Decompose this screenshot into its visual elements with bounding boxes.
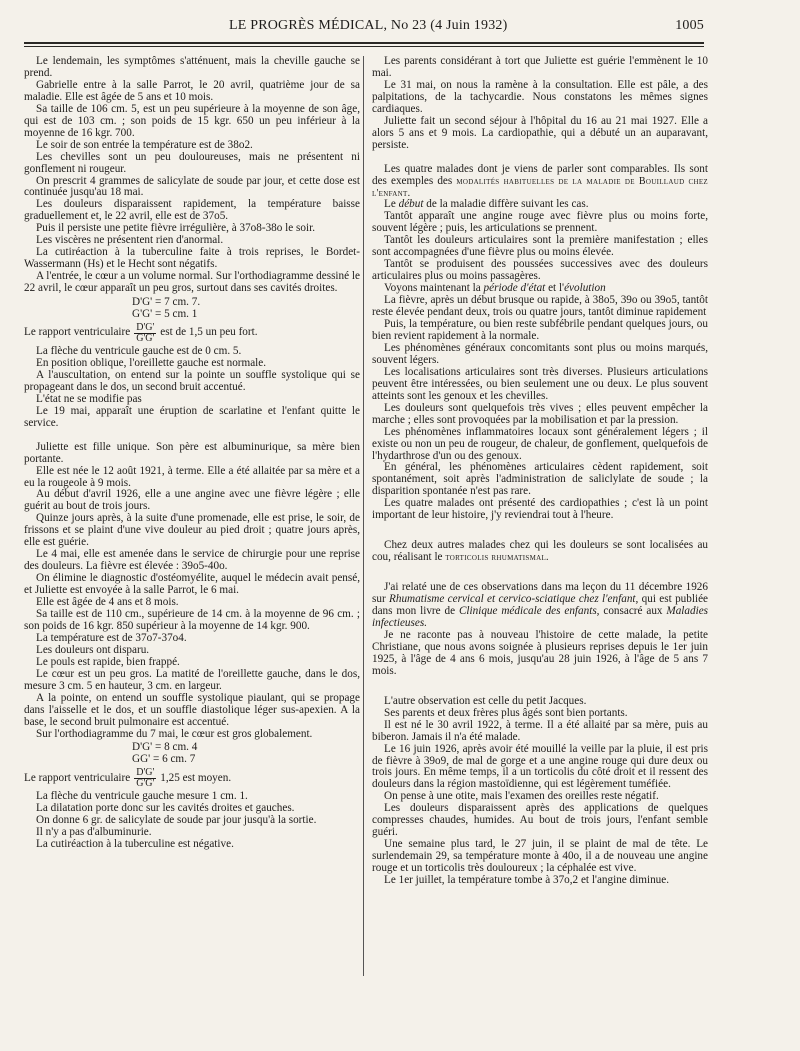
paragraph: En position oblique, l'oreillette gauche est normale. [36, 356, 267, 369]
fraction [134, 323, 156, 344]
right-column [372, 56, 708, 976]
paragraph: Tantôt les douleurs articulaires sont la première manifestation ; elles sont accompagnées d'une fièvre plus ou moins élevée. [372, 234, 708, 259]
paragraph: Il n'y a pas d'albuminurie. [36, 826, 152, 839]
small-caps-term: modalités habituelles de la maladie de Bouillaud chez l'enfant. [372, 175, 708, 199]
paragraph: Les phénomènes inflammatoires locaux sont généralement légers ; il existe ou non un peu de rougeur, de chaleur, de gonflement, quelquefois de l'hydarthrose d'un ou des genoux. [372, 425, 708, 462]
paragraph: Les viscères ne présentent rien d'anormal. [36, 234, 224, 247]
text-run: et l' [548, 282, 565, 295]
paragraph: Les localisations articulaires sont très diverses. Plusieurs articulations peuvent être intéressées, ou bien seulement une ou deux. Le plus souvent atteints sont les genoux et les chevilles. [372, 365, 708, 402]
paragraph: La cutiréaction à la tuberculine faite à trois reprises, le Bordet-Wassermann (Hs) et le Hecht sont négatifs. [24, 246, 360, 271]
paragraph [372, 582, 708, 630]
paragraph: Le 4 mai, elle est amenée dans le service de chirurgie pour une reprise des douleurs. La fièvre est élevée : 39o5-40o. [24, 548, 360, 573]
italic-term: évolution [564, 282, 606, 295]
paragraph: Le pouls est rapide, bien frappé. [36, 655, 180, 668]
spacer [372, 678, 708, 696]
italic-term: début [398, 198, 424, 211]
formula-block [24, 742, 360, 766]
paragraph: Gabrielle entre à la salle Parrot, le 20 avril, quatrième jour de sa maladie. Elle est âgée de 5 ans et 10 mois. [24, 78, 360, 103]
paragraph: Les phénomènes généraux concomitants sont plus ou moins marqués, souvent légers. [372, 341, 708, 366]
paragraph: Le 16 juin 1926, après avoir été mouillé la veille par la pluie, il est pris de fièvre à 39o9, de mal de gorge et a une angine rouge qui dure deux ou trois jours. En même temps, il a un torticolis du côté droit et il ressent des douleurs dans la région mastoïdienne, qui est légèrement tuméfiée. [372, 742, 708, 791]
paragraph: A l'entrée, le cœur a un volume normal. Sur l'orthodiagramme dessiné le 22 avril, le cœur apparaît un peu gros, surtout dans ses cavités droites. [24, 270, 360, 295]
ratio-value: est de 1,5 un peu fort. [160, 326, 258, 339]
column-divider [363, 56, 364, 976]
paragraph: Une semaine plus tard, le 27 juin, il se plaint de mal de tête. Le surlendemain 29, sa température monte à 40o, il a de nouveau une angine rouge et un torticolis très douloureux ; la céphalée est vive. [372, 838, 708, 875]
paragraph: Les quatre malades ont présenté des cardiopathies ; c'est là un point important de leur histoire, j'y reviendrai tout à l'heure. [372, 497, 708, 522]
paragraph: Les douleurs ont disparu. [36, 643, 150, 656]
paragraph: Le lendemain, les symptômes s'atténuent, mais la cheville gauche se prend. [24, 56, 360, 79]
fraction-numerator: D'G' [136, 321, 155, 333]
paragraph: Le soir de son entrée la température est de 38o2. [36, 138, 253, 151]
formula-line: D'G' = 8 cm. 4 [132, 741, 198, 754]
paragraph: On élimine le diagnostic d'ostéomyélite, auquel le médecin avait pensé, et Juliette est envoyée à la salle Parrot, le 6 mai. [24, 572, 360, 597]
text-run: de la maladie diffère suivant les cas. [426, 198, 589, 211]
fraction-denominator: G'G' [136, 778, 155, 790]
paragraph: L'autre observation est celle du petit Jacques. [384, 694, 587, 707]
paragraph: Le 19 mai, apparaît une éruption de scarlatine et l'enfant quitte le service. [24, 404, 360, 429]
text-run: qui est publiée dans mon livre de [372, 593, 708, 618]
ratio-line [24, 323, 360, 344]
spacer [24, 430, 360, 442]
paragraph: Puis il persiste une petite fièvre irrégulière, à 37o8-38o le soir. [36, 222, 315, 235]
paragraph: Les douleurs sont quelquefois très vives ; elles peuvent empêcher la marche ; elles sont provoquées par la mobilisation et par la pression. [372, 401, 708, 426]
text-run: J'ai relaté une de ces observations dans ma leçon du 11 décembre 1926 sur [372, 581, 708, 606]
italic-term: Clinique médicale des enfants, [458, 605, 600, 618]
running-header [24, 18, 704, 40]
paragraph: La température est de 37o7-37o4. [36, 631, 187, 644]
paragraph: Puis, la température, ou bien reste subfébrile pendant quelques jours, ou bien revient rapidement à la normale. [372, 318, 708, 342]
paragraph: Le cœur est un peu gros. La matité de l'oreillette gauche, dans le dos, mesure 3 cm. 5 en hauteur, 3 cm. en largeur. [24, 667, 360, 692]
ratio-label: Le rapport ventriculaire [24, 326, 131, 339]
paragraph: Quinze jours après, à la suite d'une promenade, elle est prise, le soir, de frissons et se plaint d'une vive douleur au pied droit ; quatre jours après, elle est guérie. [24, 512, 360, 549]
formula-line: GG' = 6 cm. 7 [132, 753, 196, 766]
text-run: Chez deux autres malades chez qui les douleurs se sont localisées au cou, réalisant le [372, 539, 708, 564]
paragraph: Les douleurs disparaissent rapidement, la température baisse graduellement et, le 22 avril, elle est de 37o5. [24, 198, 360, 223]
formula-line: G'G' = 5 cm. 1 [132, 308, 198, 321]
header-rule [24, 42, 704, 44]
paragraph: Sa taille de 106 cm. 5, est un peu supérieure à la moyenne de son âge, qui est de 103 cm. ; son poids de 15 kgr. 650 un peu inférieur à la moyenne de 16 kgr. 700. [24, 102, 360, 139]
ratio-label: Le rapport ventriculaire [24, 771, 131, 784]
paragraph: Le 31 mai, on nous la ramène à la consultation. Elle est pâle, a des palpitations, de la tachycardie. Nous constatons les mêmes signes cardiaques. [372, 78, 708, 115]
italic-term: période d'état [483, 282, 546, 295]
paragraph: L'état ne se modifie pas [36, 392, 142, 405]
fraction-numerator: D'G' [136, 767, 155, 779]
paragraph: La flèche du ventricule gauche mesure 1 cm. 1. [36, 790, 248, 803]
ratio-line [24, 768, 360, 789]
paragraph: Il est né le 30 avril 1922, à terme. Il a été allaité par sa mère, puis au biberon. Jamais il n'a été malade. [372, 718, 708, 743]
header-rule-thin [24, 46, 704, 47]
paragraph: Juliette fait un second séjour à l'hôpital du 16 au 21 mai 1927. Elle a alors 5 ans et 9 mois. La cardiopathie, qui a débuté un an auparavant, persiste. [372, 114, 708, 151]
paragraph: Le 1er juillet, la température tombe à 37o,2 et l'angine diminue. [384, 874, 670, 887]
paragraph: A l'auscultation, on entend sur la pointe un souffle systolique qui se propageant dans le dos, un second bruit accentué. [24, 368, 360, 393]
journal-title: LE PROGRÈS MÉDICAL, No 23 (4 Juin 1932) [229, 18, 508, 33]
paragraph: Les parents considérant à tort que Juliette est guérie l'emmènent le 10 mai. [372, 56, 708, 79]
paragraph: On donne 6 gr. de salicylate de soude par jour jusqu'à la sortie. [36, 814, 317, 827]
paragraph: Sur l'orthodiagramme du 7 mai, le cœur est gros globalement. [36, 727, 313, 740]
small-caps-term: torticolis rhumatismal. [445, 552, 549, 564]
paragraph: Je ne raconte pas à nouveau l'histoire de cette malade, la petite Christiane, que nous avons soignée à plusieurs reprises depuis le 1er juin 1925, à l'âge de 4 ans 6 mois, jusqu'au 28 juin 1926, à l'âge de 5 ans 7 mois. [372, 628, 708, 677]
paragraph: En général, les phénomènes articulaires cèdent rapidement, soit spontanément, soit après l'administration de saliclylate de soude ; la disparition spontanée n'est pas rare. [372, 461, 708, 498]
text-run: Voyons maintenant la [384, 282, 481, 295]
italic-term: Maladies infectieuses. [372, 605, 708, 629]
paragraph: La fièvre, après un début brusque ou rapide, à 38o5, 39o ou 39o5, tantôt reste élevée pendant deux, trois ou quatre jours, tantôt diminue rapidement [372, 294, 708, 319]
paragraph: Les chevilles sont un peu douloureuses, mais ne présentent ni gonflement ni rougeur. [24, 150, 360, 175]
paragraph: La dilatation porte donc sur les cavités droites et gauches. [36, 802, 295, 815]
paragraph: Elle est âgée de 4 ans et 8 mois. [36, 596, 179, 609]
paragraph: La flèche du ventricule gauche est de 0 cm. 5. [36, 344, 242, 357]
paragraph: Tantôt se produisent des poussées successives avec des douleurs articulaires plus ou moins passagères. [372, 258, 708, 283]
text-run: consacré aux [603, 605, 663, 618]
fraction-denominator: G'G' [136, 332, 155, 344]
paragraph: Sa taille est de 110 cm., supérieure de 14 cm. à la moyenne de 96 cm. ; son poids de 16 kgr. 850 supérieur à la moyenne de 14 kgr. 900. [24, 607, 360, 632]
paragraph [372, 540, 708, 564]
page-number: 1005 [675, 18, 704, 33]
paragraph [372, 164, 708, 200]
paragraph: A la pointe, on entend un souffle systolique piaulant, qui se propage dans l'aisselle et le dos, et un souffle diastolique léger sus-apexien. A la base, le second bruit pulmonaire est accentué. [24, 691, 360, 728]
paragraph: Tantôt apparaît une angine rouge avec fièvre plus ou moins forte, souvent légère ; puis, les articulations se prennent. [372, 210, 708, 235]
spacer [372, 522, 708, 540]
formula-line: D'G' = 7 cm. 7. [132, 296, 201, 309]
text-run: Les quatre malades dont je viens de parler sont comparables. Ils sont des exemples des [372, 162, 708, 187]
text-run: Le [384, 198, 396, 211]
spacer [372, 564, 708, 582]
ratio-value: 1,25 est moyen. [160, 771, 232, 784]
paragraph: Juliette est fille unique. Son père est albuminurique, sa mère bien portante. [24, 440, 360, 465]
paragraph: Au début d'avril 1926, elle a une angine avec une fièvre légère ; elle guérit au bout de trois jours. [24, 488, 360, 513]
paragraph: On pense à une otite, mais l'examen des oreilles reste négatif. [384, 790, 659, 803]
italic-term: Rhumatisme cervical et cervico-sciatique chez l'enfant, [389, 593, 639, 606]
formula-block [24, 297, 360, 321]
left-column [24, 56, 360, 976]
paragraph: Ses parents et deux frères plus âgés sont bien portants. [384, 706, 628, 719]
paragraph: Les douleurs disparaissent après des applications de quelques compresses chaudes, humides. Au bout de trois jours, l'enfant semble guéri. [372, 802, 708, 839]
paragraph: La cutiréaction à la tuberculine est négative. [36, 838, 234, 851]
paragraph: On prescrit 4 grammes de salicylate de soude par jour, et cette dose est continuée jusqu'au 18 mai. [24, 174, 360, 199]
fraction [134, 768, 156, 789]
paragraph: Elle est née le 12 août 1921, à terme. Elle a été allaitée par sa mère et a eu la rougeole à 9 mois. [24, 464, 360, 489]
